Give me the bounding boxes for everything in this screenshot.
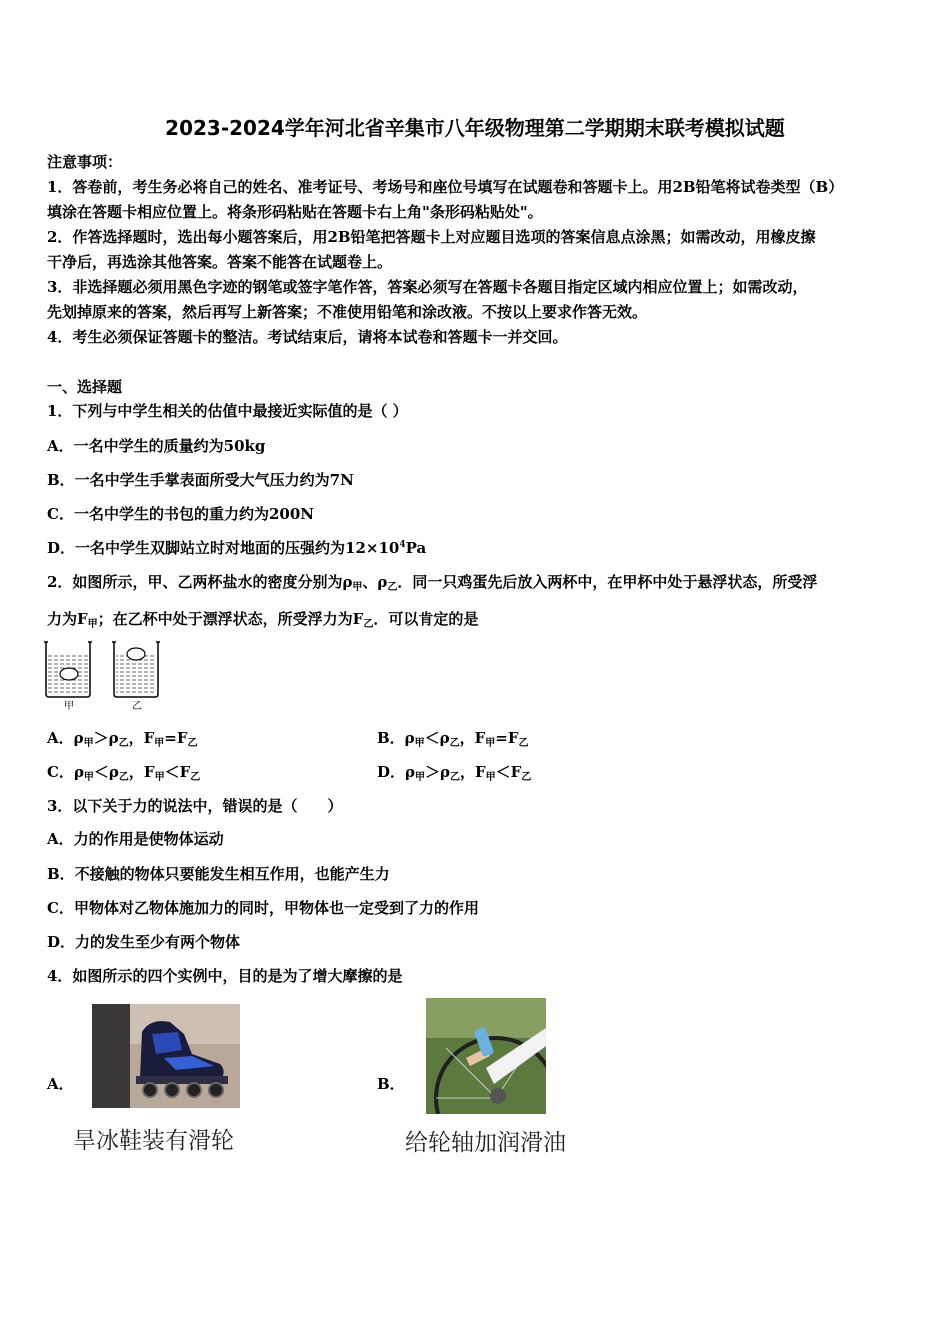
notice-line: 干净后，再选涂其他答案。答案不能答在试题卷上。 [47,253,393,271]
q3-option-a: A．力的作用是使物体运动 [47,830,224,848]
beaker-yi [112,642,160,697]
notice-line: 先划掉原来的答案，然后再写上新答案；不准使用铅笔和涂改液。不按以上要求作答无效。 [47,303,648,321]
bicycle-lubrication-photo [426,998,546,1114]
q3-option-c: C．甲物体对乙物体施加力的同时，甲物体也一定受到了力的作用 [47,899,479,917]
q4-option-a-label: A． [47,1075,74,1093]
beakers-figure [42,638,162,712]
q4-option-b-caption: 给轮轴加润滑油 [405,1130,566,1156]
q2-option-a: A．$\rho_甲>\rho_乙$，$F_甲=F_乙$ [47,729,198,749]
section-heading: 一、选择题 [47,378,123,396]
q2-option-c: C．$\rho_甲<\rho_乙$，$F_甲<F_乙$ [47,763,201,783]
q2-option-d: D．$\rho_甲>\rho_乙$，$F_甲<F_乙$ [377,763,532,783]
notice-line: 2．作答选择题时，选出每小题答案后，用2B铅笔把答题卡上对应题目选项的答案信息点涂黑；如需改动，用橡皮擦 [47,228,816,246]
notice-line: 3．非选择题必须用黑色字迹的钢笔或签字笔作答，答案必须写在答题卡各题目指定区域内相应位置上；如需改动， [47,278,808,296]
q4-option-a-caption: 旱冰鞋装有滑轮 [73,1128,234,1154]
page-title: 2023-2024学年河北省辛集市八年级物理第二学期期末联考模拟试题 [165,116,785,140]
egg-icon [127,648,145,660]
q1-option-d: D．一名中学生双脚站立时对地面的压强约为$12\times 10^4Pa$ [47,539,427,557]
q1-option-a: A．一名中学生的质量约为50kg [47,437,266,455]
notice-line: 填涂在答题卡相应位置上。将条形码粘贴在答题卡右上角"条形码粘贴处"。 [47,203,543,221]
q2-option-b: B．$\rho_甲<\rho_乙$，$F_甲=F_乙$ [377,729,529,749]
roller-skate-photo [92,1004,240,1108]
q4-option-b-label: B． [377,1075,405,1093]
beaker-label-yi: 乙 [132,701,142,712]
q1-option-c: C．一名中学生的书包的重力约为200N [47,505,314,523]
egg-icon [60,668,78,680]
q2-stem-line1: 2．如图所示，甲、乙两杯盐水的密度分别为$\rho_甲$、$\rho_乙$．同一只鸡蛋先后放入两杯中，在甲杯中处于悬浮状态，所受浮 [47,573,818,593]
q4-stem: 4．如图所示的四个实例中，目的是为了增大摩擦的是 [47,967,403,985]
beaker-label-jia: 甲 [64,701,74,712]
q3-option-d: D．力的发生至少有两个物体 [47,933,241,951]
notice-line: 4．考生必须保证答题卡的整洁。考试结束后，请将本试卷和答题卡一并交回。 [47,328,568,346]
q3-option-b: B．不接触的物体只要能发生相互作用，也能产生力 [47,865,390,883]
beaker-jia [44,642,92,697]
notice-heading: 注意事项： [47,153,123,171]
q2-stem-line2: 力为$F_甲$；在乙杯中处于漂浮状态，所受浮力为$F_乙$．可以肯定的是 [47,610,479,630]
q1-stem: 1．下列与中学生相关的估值中最接近实际值的是（ ） [47,402,408,420]
notice-line: 1．答卷前，考生务必将自己的姓名、准考证号、考场号和座位号填写在试题卷和答题卡上。用2B铅笔将试卷类型（B） [47,178,844,196]
q3-stem: 3．以下关于力的说法中，错误的是（ ） [47,797,343,815]
q1-option-b: B．一名中学生手掌表面所受大气压力约为7N [47,471,354,489]
